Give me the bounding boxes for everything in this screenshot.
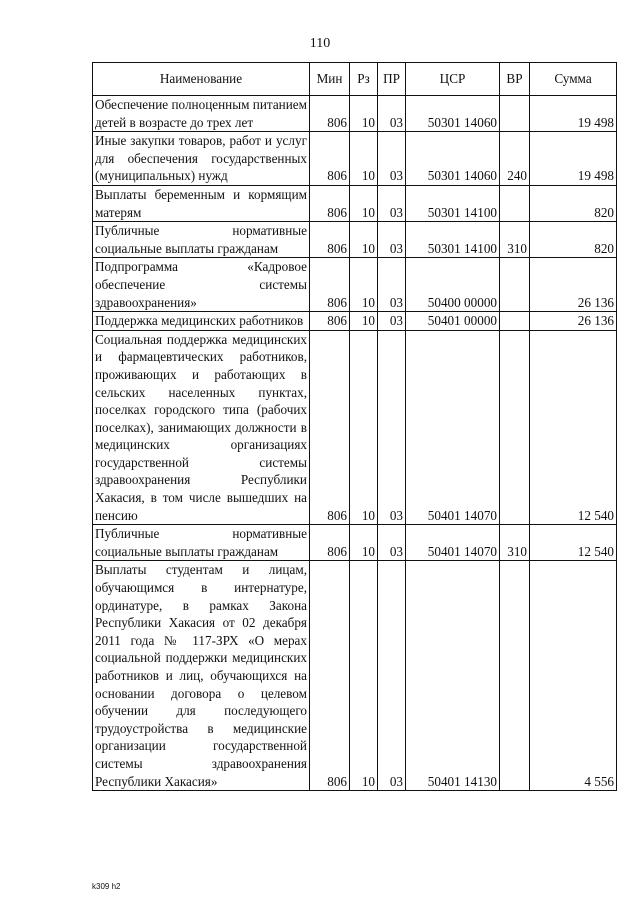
row-name: Публичные нормативные социальные выплаты гражданам bbox=[93, 222, 310, 258]
row-name: Иные закупки товаров, работ и услуг для обеспечения государственных (муниципальных) нужд bbox=[93, 132, 310, 186]
row-vr bbox=[500, 312, 530, 331]
row-pr: 03 bbox=[378, 222, 406, 258]
row-pr: 03 bbox=[378, 312, 406, 331]
row-pr: 03 bbox=[378, 525, 406, 561]
row-name: Поддержка медицинских работников bbox=[93, 312, 310, 331]
row-name: Социальная поддержка медицинских и фармацевтических работников, проживающих и работающих в сельских населенных пунктах, поселках городского типа (рабочих поселках), занимающих должности в медицинских организациях государственной системы здравоохранения Республики Хакасия, в том числе вышедших на пенсию bbox=[93, 330, 310, 525]
row-csr: 50401 14070 bbox=[406, 330, 500, 525]
row-vr: 310 bbox=[500, 222, 530, 258]
row-csr: 50301 14100 bbox=[406, 185, 500, 221]
table-row bbox=[93, 330, 617, 525]
row-vr: 310 bbox=[500, 525, 530, 561]
row-sum: 820 bbox=[530, 222, 617, 258]
row-pr: 03 bbox=[378, 330, 406, 525]
row-rz: 10 bbox=[350, 222, 378, 258]
row-sum: 4 556 bbox=[530, 561, 617, 791]
row-vr bbox=[500, 258, 530, 312]
row-vr bbox=[500, 185, 530, 221]
page-number: 110 bbox=[309, 36, 331, 51]
row-min: 806 bbox=[310, 561, 350, 791]
row-csr: 50301 14100 bbox=[406, 222, 500, 258]
row-vr bbox=[500, 561, 530, 791]
row-name: Подпрограмма «Кадровое обеспечение системы здравоохранения» bbox=[93, 258, 310, 312]
table-row bbox=[93, 185, 617, 221]
row-vr bbox=[500, 96, 530, 132]
row-name: Выплаты студентам и лицам, обучающимся в интернатуре, ординатуре, в рамках Закона Республики Хакасия от 02 декабря 2011 года № 117-ЗРХ «О мерах социальной поддержки медицинских работников и лиц, обучающихся на основании договора о целевом обучении для последующего трудоустройства в медицинские организации государственной системы здравоохранения Республики Хакасия» bbox=[93, 561, 310, 791]
row-sum: 820 bbox=[530, 185, 617, 221]
row-sum: 19 498 bbox=[530, 96, 617, 132]
row-sum: 12 540 bbox=[530, 330, 617, 525]
row-pr: 03 bbox=[378, 561, 406, 791]
header-csr: ЦСР bbox=[406, 63, 500, 96]
row-min: 806 bbox=[310, 258, 350, 312]
row-csr: 50401 14070 bbox=[406, 525, 500, 561]
row-min: 806 bbox=[310, 185, 350, 221]
row-name: Публичные нормативные социальные выплаты гражданам bbox=[93, 525, 310, 561]
footer-code: k309 h2 bbox=[92, 882, 121, 891]
row-min: 806 bbox=[310, 96, 350, 132]
table-row bbox=[93, 96, 617, 132]
header-min: Мин bbox=[310, 63, 350, 96]
row-pr: 03 bbox=[378, 258, 406, 312]
row-csr: 50301 14060 bbox=[406, 132, 500, 186]
row-rz: 10 bbox=[350, 96, 378, 132]
table-row bbox=[93, 222, 617, 258]
row-rz: 10 bbox=[350, 330, 378, 525]
row-min: 806 bbox=[310, 132, 350, 186]
row-csr: 50400 00000 bbox=[406, 258, 500, 312]
row-rz: 10 bbox=[350, 132, 378, 186]
row-vr bbox=[500, 330, 530, 525]
row-min: 806 bbox=[310, 312, 350, 331]
row-min: 806 bbox=[310, 525, 350, 561]
row-pr: 03 bbox=[378, 132, 406, 186]
header-vr: ВР bbox=[500, 63, 530, 96]
header-sum: Сумма bbox=[530, 63, 617, 96]
table-row bbox=[93, 132, 617, 186]
header-rz: Рз bbox=[350, 63, 378, 96]
row-name: Выплаты беременным и кормящим матерям bbox=[93, 185, 310, 221]
row-csr: 50401 00000 bbox=[406, 312, 500, 331]
row-min: 806 bbox=[310, 330, 350, 525]
table-header-row bbox=[93, 63, 617, 96]
table-row bbox=[93, 525, 617, 561]
table-row bbox=[93, 312, 617, 331]
header-name: Наименование bbox=[93, 63, 310, 96]
row-min: 806 bbox=[310, 222, 350, 258]
row-sum: 12 540 bbox=[530, 525, 617, 561]
row-name: Обеспечение полноценным питанием детей в возрасте до трех лет bbox=[93, 96, 310, 132]
row-vr: 240 bbox=[500, 132, 530, 186]
row-csr: 50401 14130 bbox=[406, 561, 500, 791]
row-csr: 50301 14060 bbox=[406, 96, 500, 132]
row-sum: 19 498 bbox=[530, 132, 617, 186]
row-rz: 10 bbox=[350, 525, 378, 561]
budget-table bbox=[92, 62, 617, 791]
row-sum: 26 136 bbox=[530, 312, 617, 331]
row-pr: 03 bbox=[378, 185, 406, 221]
row-rz: 10 bbox=[350, 312, 378, 331]
row-rz: 10 bbox=[350, 258, 378, 312]
row-rz: 10 bbox=[350, 561, 378, 791]
row-rz: 10 bbox=[350, 185, 378, 221]
header-pr: ПР bbox=[378, 63, 406, 96]
table-row bbox=[93, 258, 617, 312]
table-row bbox=[93, 561, 617, 791]
row-pr: 03 bbox=[378, 96, 406, 132]
row-sum: 26 136 bbox=[530, 258, 617, 312]
